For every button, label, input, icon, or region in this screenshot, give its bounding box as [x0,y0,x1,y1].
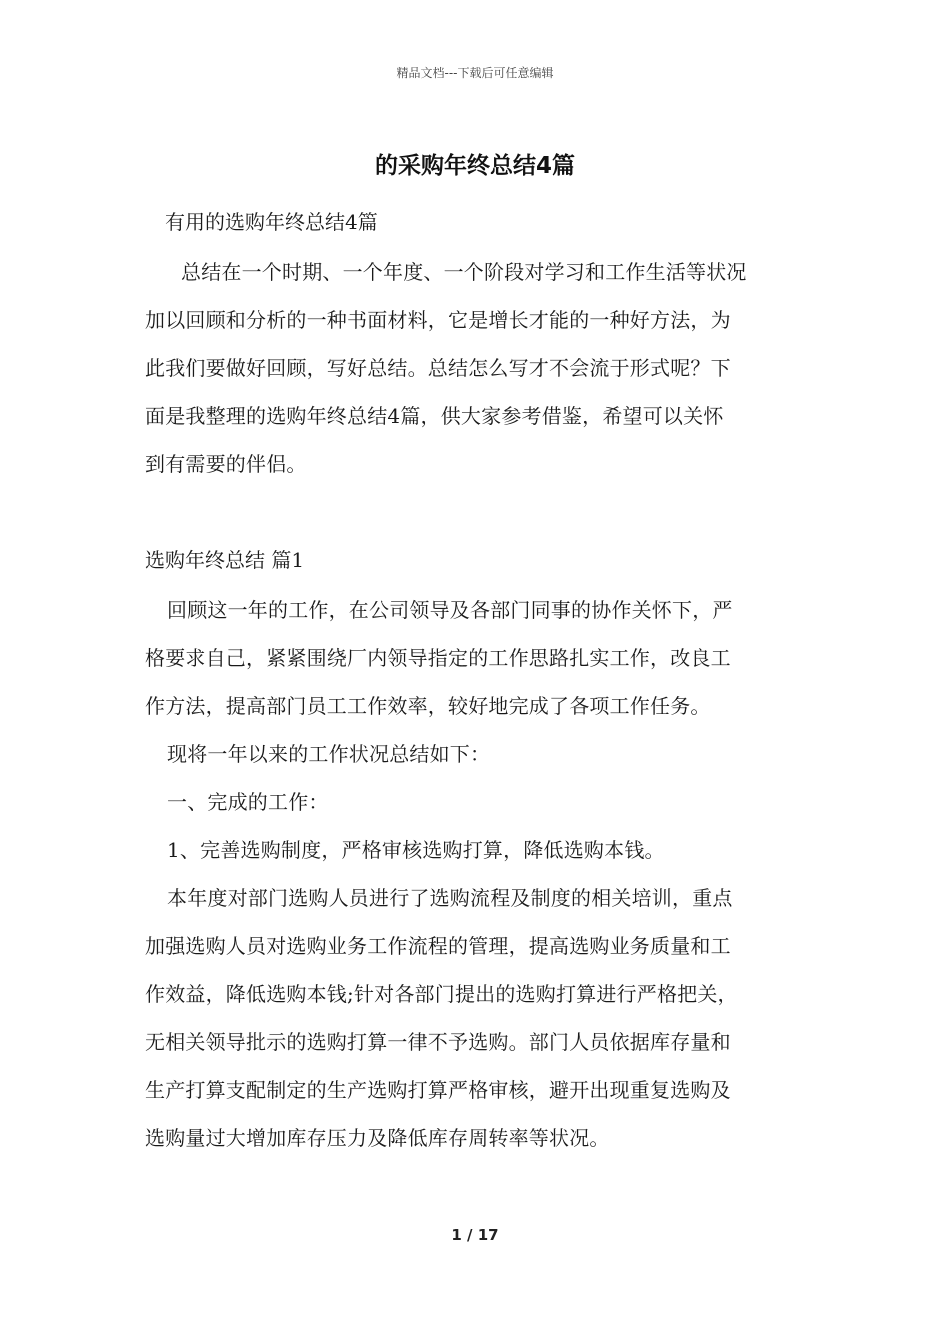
paragraph-line: 生产打算支配制定的生产选购打算严格审核，避开出现重复选购及 [145,1078,731,1102]
section-spacer [145,488,807,538]
section-paragraph-1 [145,586,807,730]
intro-line: 总结在一个时期、一个年度、一个阶段对学习和工作生活等状况 [181,260,747,284]
paragraph-line: 加强选购人员对选购业务工作流程的管理，提高选购业务质量和工 [145,934,731,958]
document-title: 的采购年终总结4篇 [374,153,575,179]
paragraph-line: 选购量过大增加库存压力及降低库存周转率等状况。 [145,1126,610,1150]
section-paragraph-2 [145,874,807,1162]
summary-intro: 现将一年以来的工作状况总结如下： [167,742,491,766]
document-body [145,200,807,1162]
subheading: 一、完成的工作： [167,790,329,814]
intro-line: 面是我整理的选购年终总结4篇，供大家参考借鉴，希望可以关怀 [145,404,724,428]
intro-line: 此我们要做好回顾，写好总结。总结怎么写才不会流于形式呢？下 [145,356,731,380]
header-note: 精品文档---下载后可任意编辑 [396,66,554,80]
paragraph-line: 回顾这一年的工作，在公司领导及各部门同事的协作关怀下，严 [167,598,733,622]
paragraph-line: 作效益，降低选购本钱;针对各部门提出的选购打算进行严格把关， [145,982,738,1006]
document-subtitle: 有用的选购年终总结4篇 [165,210,378,234]
section-heading: 选购年终总结 篇1 [145,548,305,572]
intro-paragraph [145,248,807,488]
paragraph-line: 作方法，提高部门员工工作效率，较好地完成了各项工作任务。 [145,694,711,718]
intro-line: 到有需要的伴侣。 [145,452,307,476]
page-number: 1 / 17 [451,1226,499,1244]
intro-line: 加以回顾和分析的一种书面材料，它是增长才能的一种好方法，为 [145,308,731,332]
paragraph-line: 本年度对部门选购人员进行了选购流程及制度的相关培训，重点 [167,886,733,910]
paragraph-line: 无相关领导批示的选购打算一律不予选购。部门人员依据库存量和 [145,1030,731,1054]
paragraph-line: 格要求自己，紧紧围绕厂内领导指定的工作思路扎实工作，改良工 [145,646,731,670]
list-item: 1、完善选购制度，严格审核选购打算，降低选购本钱。 [167,838,665,862]
